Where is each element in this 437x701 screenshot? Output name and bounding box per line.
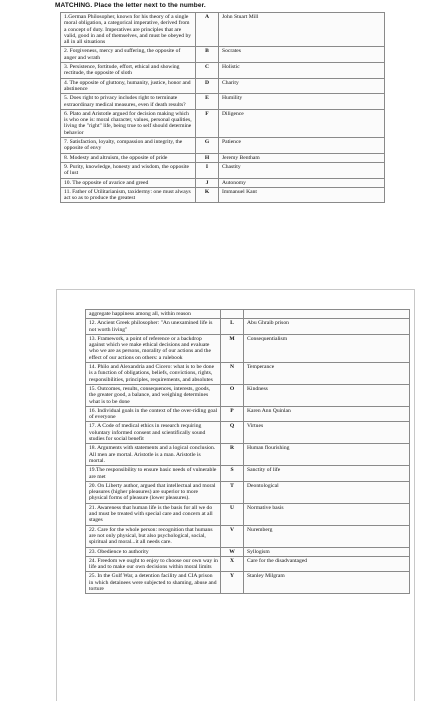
answer-term: Human flourishing [244, 444, 410, 466]
table-row [86, 319, 410, 335]
page-header: MATCHING. Place the letter next to the number. [55, 2, 206, 9]
choice-letter: V [221, 525, 244, 547]
table-row [86, 466, 410, 482]
question-text: 11. Father of Utilitarianism, taxidermy: one must always act so as to produce the greatest [61, 187, 196, 203]
choice-letter: X [221, 556, 244, 572]
question-text: 1.German Philosopher, known for his theory of a single moral obligation, a categorical imperative, derived from a concept of duty. Imperatives are principles that are valid, good in and of themselves, and must be obeyed by all in all situations [61, 13, 196, 47]
table-row [86, 556, 410, 572]
choice-letter: F [196, 109, 219, 137]
answer-term: Virtues [244, 422, 410, 444]
answer-term: Karen Ann Quinlan [244, 406, 410, 422]
table-row [86, 384, 410, 406]
answer-term: Stanley Milgram [244, 572, 410, 594]
choice-letter: M [221, 334, 244, 362]
choice-letter: D [196, 78, 219, 94]
table-row [61, 162, 385, 178]
table-row [86, 444, 410, 466]
question-text: 17. A Code of medical ethics in research requiring voluntary informed consent and scientifically sound studies for social benefit [86, 422, 221, 444]
table-row [86, 525, 410, 547]
question-text: 5. Does right to privacy includes right to terminate extraordinary medical measures, even if death results? [61, 94, 196, 110]
question-text: 22. Care for the whole person: recognition that humans are not only physical, but also psychological, social, spiritual and moral...it all needs care. [86, 525, 221, 547]
question-text: 21. Awareness that human life is the basis for all we do and must be treated with special care and concern at all stages [86, 503, 221, 525]
answer-term: Diligence [219, 109, 385, 137]
question-continuation: aggregate happiness among all, within reason [86, 310, 221, 319]
table-row-continuation [86, 310, 410, 319]
question-text: 13. Framework, a point of reference or a backdrop against which we make ethical decisions and evaluate who we are as persons, morality of our actions and the effect of our actions on others: a rulebook [86, 334, 221, 362]
choice-letter: U [221, 503, 244, 525]
question-text: 9. Purity, knowledge, honesty and wisdom, the opposite of lust [61, 162, 196, 178]
question-text: 8. Modesty and altruism, the opposite of pride [61, 153, 196, 162]
answer-term: Charity [219, 78, 385, 94]
choice-letter: B [196, 47, 219, 63]
choice-letter: Y [221, 572, 244, 594]
answer-term: Sanctity of life [244, 466, 410, 482]
choice-letter: R [221, 444, 244, 466]
choice-letter: Q [221, 422, 244, 444]
choice-letter: L [221, 319, 244, 335]
table-row [61, 153, 385, 162]
table-row [61, 78, 385, 94]
question-text: 16. Individual goals in the context of the over-riding goal of everyone [86, 406, 221, 422]
answer-term: Autonomy [219, 178, 385, 187]
table-row [86, 406, 410, 422]
question-text: 15. Outcomes, results, consequences, interests, goods, the greater good, a balance, and weighing determines what is to be done [86, 384, 221, 406]
question-text: 3. Persistence, fortitude, effort, ethical and showing rectitude, the opposite of sloth [61, 63, 196, 79]
table-row [86, 363, 410, 385]
answer-term: Normative basis [244, 503, 410, 525]
table-row [86, 503, 410, 525]
answer-term: Kindness [244, 384, 410, 406]
table-row [61, 94, 385, 110]
answer-term: Nuremberg [244, 525, 410, 547]
question-text: 23. Obedience to authority [86, 547, 221, 556]
choice-letter: H [196, 153, 219, 162]
answer-term: Patience [219, 138, 385, 154]
question-text: 10. The opposite of avarice and greed [61, 178, 196, 187]
choice-letter: P [221, 406, 244, 422]
table-row [61, 109, 385, 137]
question-text: 4. The opposite of gluttony, humanity, justice, honor and abstinence [61, 78, 196, 94]
choice-letter: S [221, 466, 244, 482]
choice-letter: J [196, 178, 219, 187]
question-text: 24. Freedom we ought to enjoy to choose our own way in life and to make our own decisions within moral limits [86, 556, 221, 572]
choice-letter: C [196, 63, 219, 79]
question-text: 18. Arguments with statements and a logical conclusion. All men are mortal. Aristotle is a man. Aristotle is mortal. [86, 444, 221, 466]
choice-letter: I [196, 162, 219, 178]
answer-term: John Stuart Mill [219, 13, 385, 47]
table-row [61, 178, 385, 187]
table-row [61, 138, 385, 154]
answer-term: Immanuel Kant [219, 187, 385, 203]
question-text: 14. Philo and Alexandria and Cicero: what is to be done is a function of obligations, beliefs, convictions, rights, responsibilities, principles, requirements, and absolutes [86, 363, 221, 385]
question-text: 12. Ancient Greek philosopher: "An unexamined life is not worth living" [86, 319, 221, 335]
answer-term: Deontological [244, 481, 410, 503]
table-row [86, 547, 410, 556]
choice-letter: K [196, 187, 219, 203]
question-text: 25. In the Gulf War, a detention facility and CIA prison in which detainees were subjected to shaming, abuse and torture [86, 572, 221, 594]
answer-term: Abu Ghraib prison [244, 319, 410, 335]
table-row [86, 572, 410, 594]
question-text: 2. Forgiveness, mercy and suffering, the opposite of anger and wrath [61, 47, 196, 63]
question-text: 7. Satisfaction, loyalty, compassion and integrity, the opposite of envy [61, 138, 196, 154]
answer-term: Temperance [244, 363, 410, 385]
answer-term: Jeremy Bentham [219, 153, 385, 162]
answer-term: Socrates [219, 47, 385, 63]
choice-letter: A [196, 13, 219, 47]
matching-table-part1 [60, 12, 385, 203]
choice-letter: E [196, 94, 219, 110]
answer-term: Syllogism [244, 547, 410, 556]
choice-letter: O [221, 384, 244, 406]
answer-term: Chastity [219, 162, 385, 178]
table-row [61, 63, 385, 79]
question-text: 6. Plato and Aristotle argued for decision making which is who one is: moral character, values, personal qualities, living the "right" life, being true to self should determine behavior [61, 109, 196, 137]
table-row [61, 187, 385, 203]
table-row [86, 481, 410, 503]
question-text: 20. On Liberty author, argued that intellectual and moral pleasures (higher pleasures) are superior to more physical forms of pleasure (lower pleasures). [86, 481, 221, 503]
answer-term: Holistic [219, 63, 385, 79]
table-row [86, 334, 410, 362]
matching-table-part2 [85, 309, 410, 594]
choice-letter: T [221, 481, 244, 503]
table-row [86, 422, 410, 444]
choice-letter: G [196, 138, 219, 154]
table-row [61, 13, 385, 47]
choice-letter: N [221, 363, 244, 385]
table-row [61, 47, 385, 63]
choice-letter: W [221, 547, 244, 556]
answer-term: Humility [219, 94, 385, 110]
answer-term: Consequentialism [244, 334, 410, 362]
answer-term: Care for the disadvantaged [244, 556, 410, 572]
question-text: 19.The responsibility to ensure basic needs of vulnerable are met [86, 466, 221, 482]
